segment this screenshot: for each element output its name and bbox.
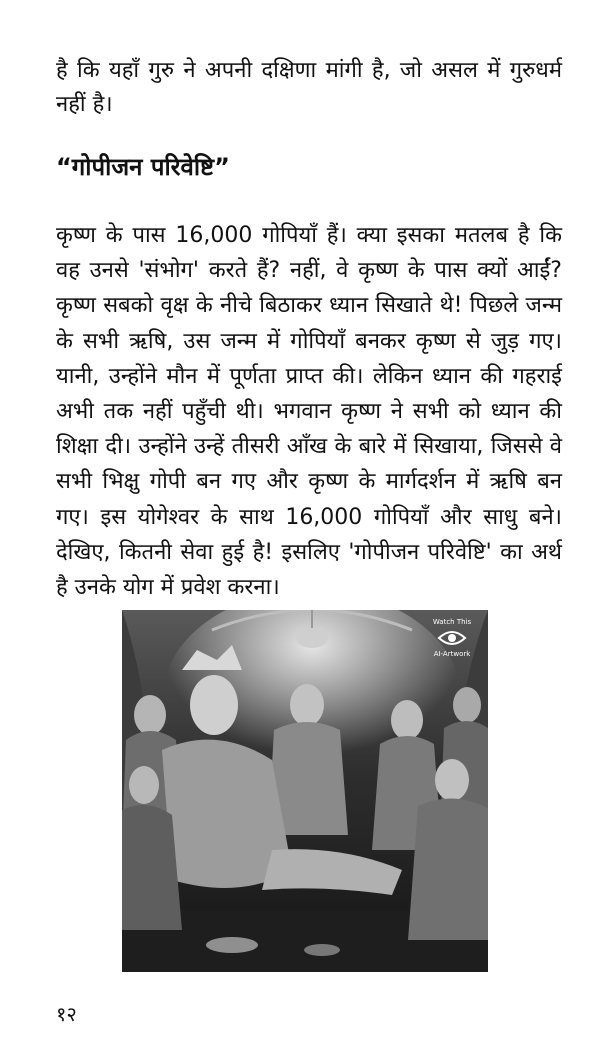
watermark-top-text: Watch This — [432, 618, 472, 626]
section-heading: “गोपीजन परिवेष्टि” — [56, 153, 230, 181]
krishna-gopis-illustration — [122, 610, 488, 972]
main-paragraph: कृष्ण के पास 16,000 गोपियाँ हैं। क्या इसका मतलब है कि वह उनसे 'संभोग' करते हैं? नहीं, वे कृष्ण के पास क्यों आईं? कृष्ण सबको वृक्ष के नीचे बिठाकर ध्यान सिखाते थे! पिछले जन्म के सभी ऋषि, उस जन्म में गोपियाँ बनकर कृष्ण से जुड़ गए। यानी, उन्होंने मौन में पूर्णता प्राप्त की। लेकिन ध्यान की गहराई अभी तक नहीं पहुँची थी। भगवान कृष्ण ने सभी को ध्यान की शिक्षा दी। उन्होंने उन्हें तीसरी आँख के बारे में सिखाया, जिससे वे सभी भिक्षु गोपी बन गए और कृष्ण के मार्गदर्शन में ऋषि बन गए। इस योगेश्वर के साथ 16,000 गोपियाँ और साधु बने। देखिए, कितनी सेवा हुई है! इसलिए 'गोपीजन परिवेष्टि' का अर्थ है उनके योग में प्रवेश करना। — [56, 223, 562, 601]
plate — [206, 937, 258, 953]
page-number: १२ — [56, 1002, 77, 1026]
krishna-face — [190, 675, 238, 735]
watermark-bottom-text: AI-Artwork — [433, 650, 471, 658]
bowl — [304, 944, 340, 956]
intro-paragraph: है कि यहाँ गुरु ने अपनी दक्षिणा मांगी है, जो असल में गुरुधर्म नहीं है। — [56, 58, 562, 117]
illustration-drawing — [122, 610, 488, 972]
watermark-badge — [430, 618, 474, 658]
eye-icon — [437, 628, 467, 648]
